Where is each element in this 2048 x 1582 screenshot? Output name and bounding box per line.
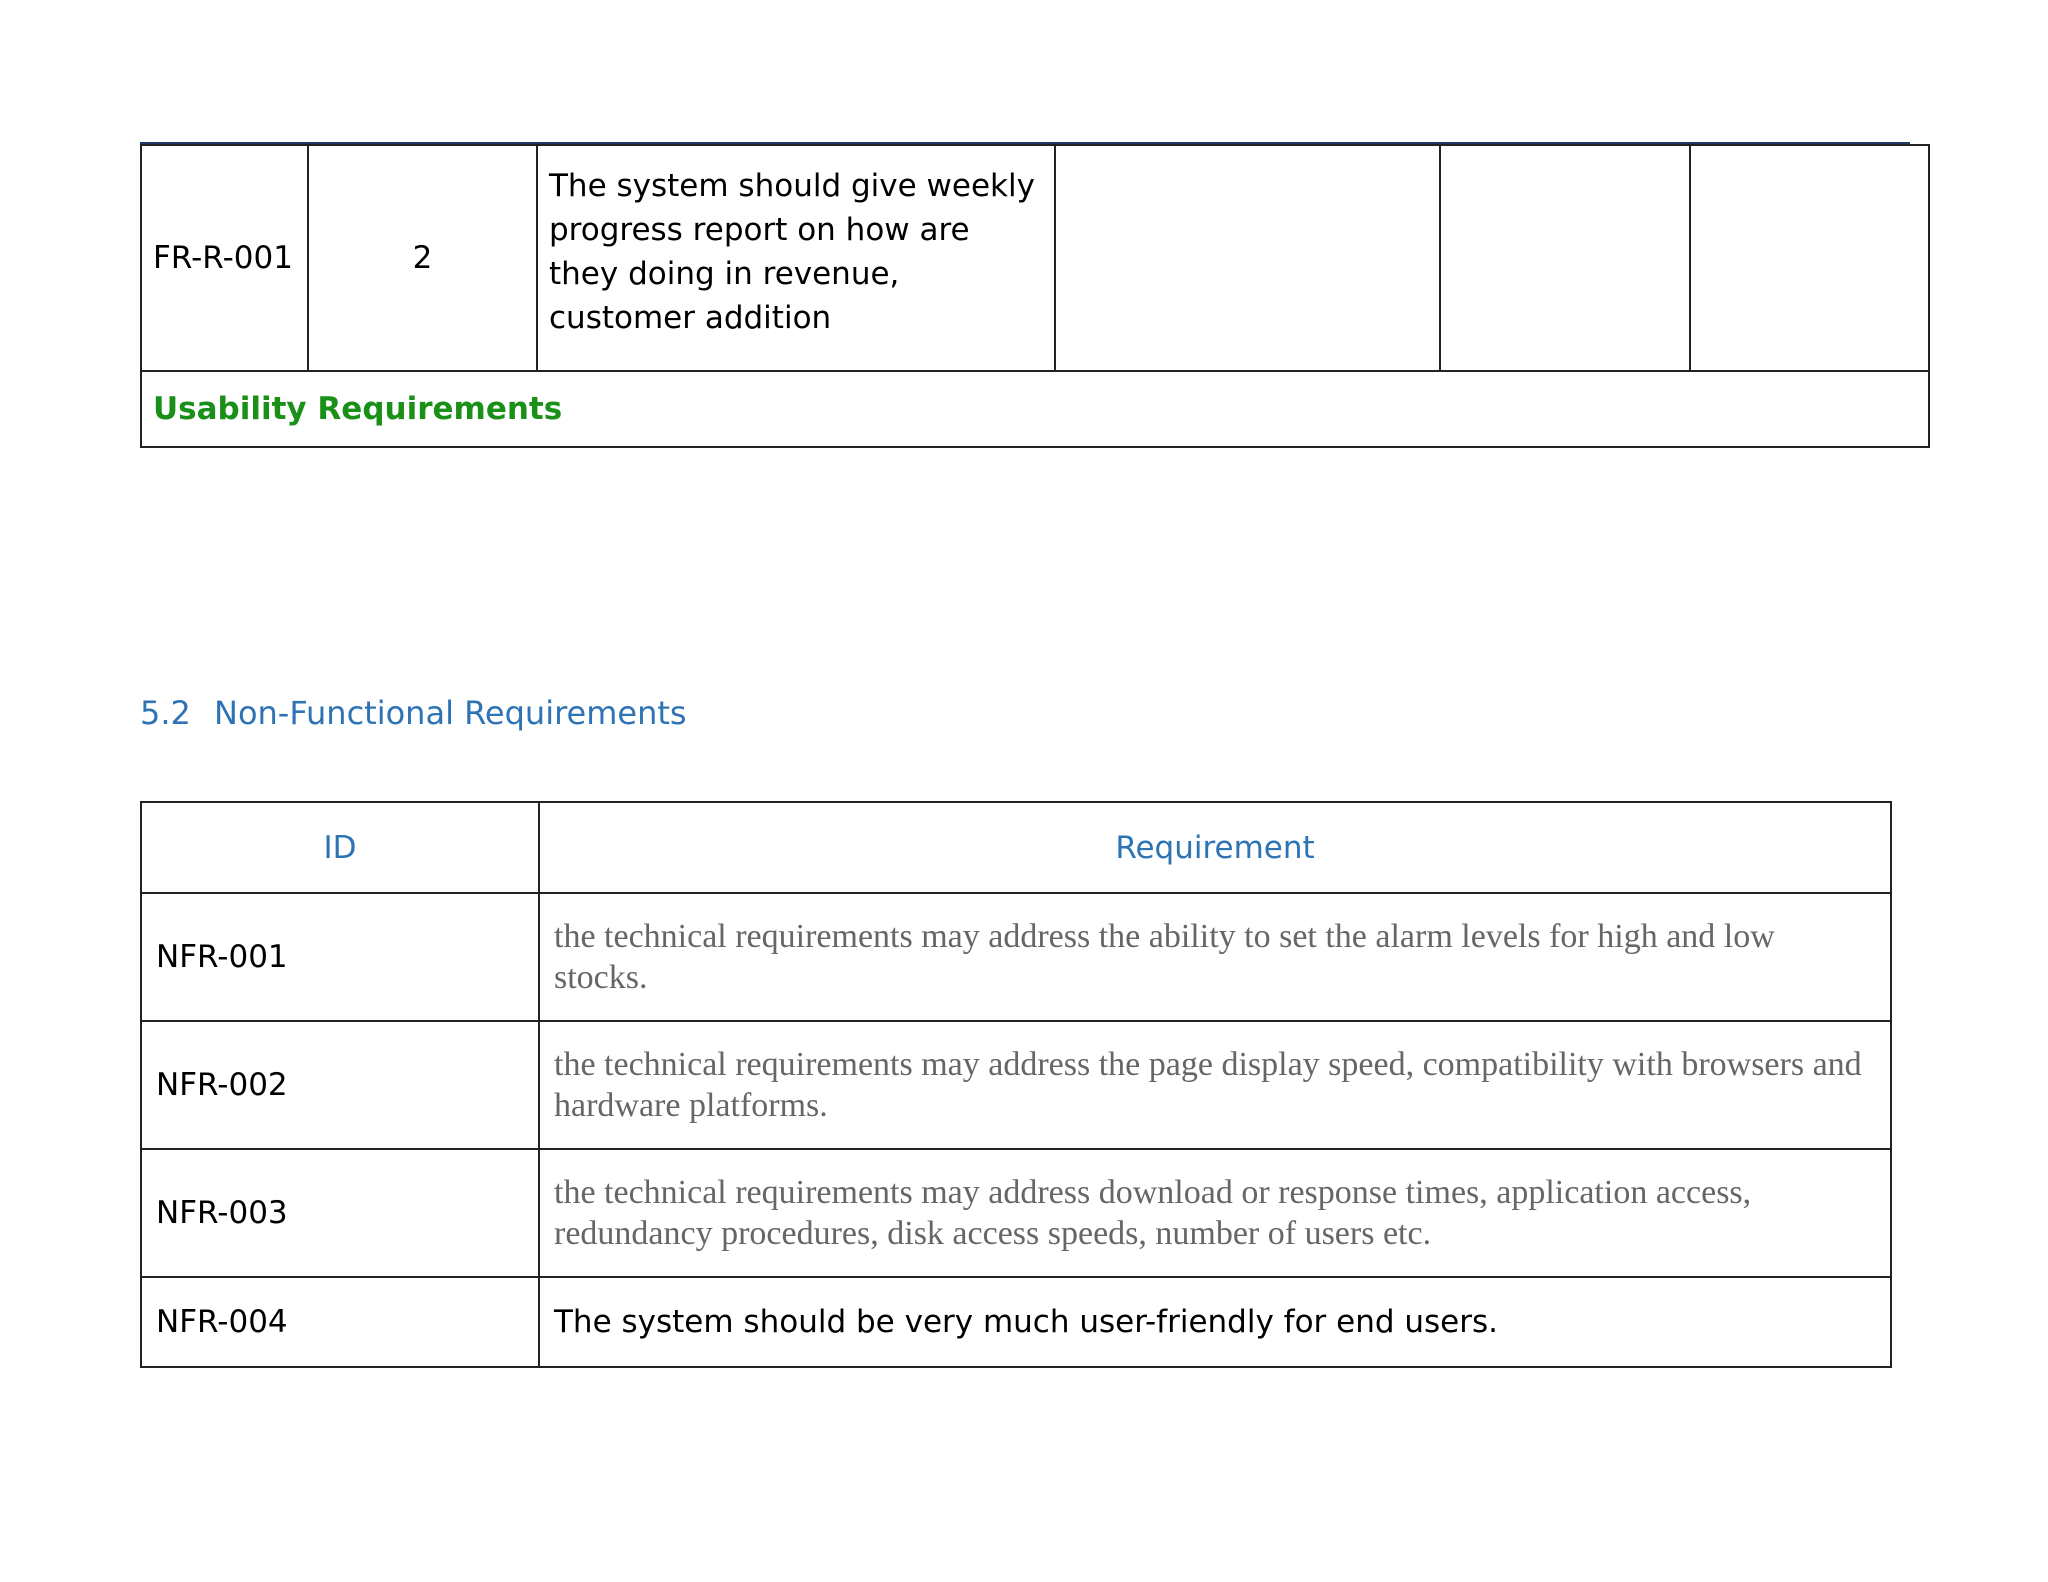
fr-priority-cell: 2	[308, 145, 537, 371]
nfr-id-cell: NFR-004	[141, 1277, 539, 1367]
nfr-id-cell: NFR-003	[141, 1149, 539, 1277]
table-row	[141, 1149, 1891, 1277]
nfr-requirement-cell: the technical requirements may address the ability to set the alarm levels for high and low stocks.	[539, 893, 1891, 1021]
table-row	[141, 1277, 1891, 1367]
fr-description-cell: The system should give weekly progress report on how are they doing in revenue, customer addition	[537, 145, 1055, 371]
table-row	[141, 145, 1929, 371]
section-heading	[140, 694, 687, 732]
table-row	[141, 1021, 1891, 1149]
fr-empty-cell	[1440, 145, 1690, 371]
column-header-id: ID	[141, 802, 539, 893]
nfr-id-cell: NFR-001	[141, 893, 539, 1021]
table-header-row	[141, 802, 1891, 893]
section-number: 5.2	[140, 694, 191, 732]
nfr-requirement-cell: The system should be very much user-friendly for end users.	[539, 1277, 1891, 1367]
nfr-requirement-cell: the technical requirements may address the page display speed, compatibility with browsers and hardware platforms.	[539, 1021, 1891, 1149]
fr-empty-cell	[1690, 145, 1929, 371]
fr-empty-cell	[1055, 145, 1440, 371]
nfr-id-cell: NFR-002	[141, 1021, 539, 1149]
section-title: Non-Functional Requirements	[214, 694, 687, 732]
fr-id-cell: FR-R-001	[141, 145, 308, 371]
table-row	[141, 893, 1891, 1021]
nfr-requirement-cell: the technical requirements may address download or response times, application access, redundancy procedures, disk access speeds, number of users etc.	[539, 1149, 1891, 1277]
functional-requirements-table	[140, 144, 1930, 448]
non-functional-requirements-table	[140, 801, 1892, 1368]
column-header-requirement: Requirement	[539, 802, 1891, 893]
usability-requirements-heading: Usability Requirements	[141, 371, 1929, 447]
table-row	[141, 371, 1929, 447]
